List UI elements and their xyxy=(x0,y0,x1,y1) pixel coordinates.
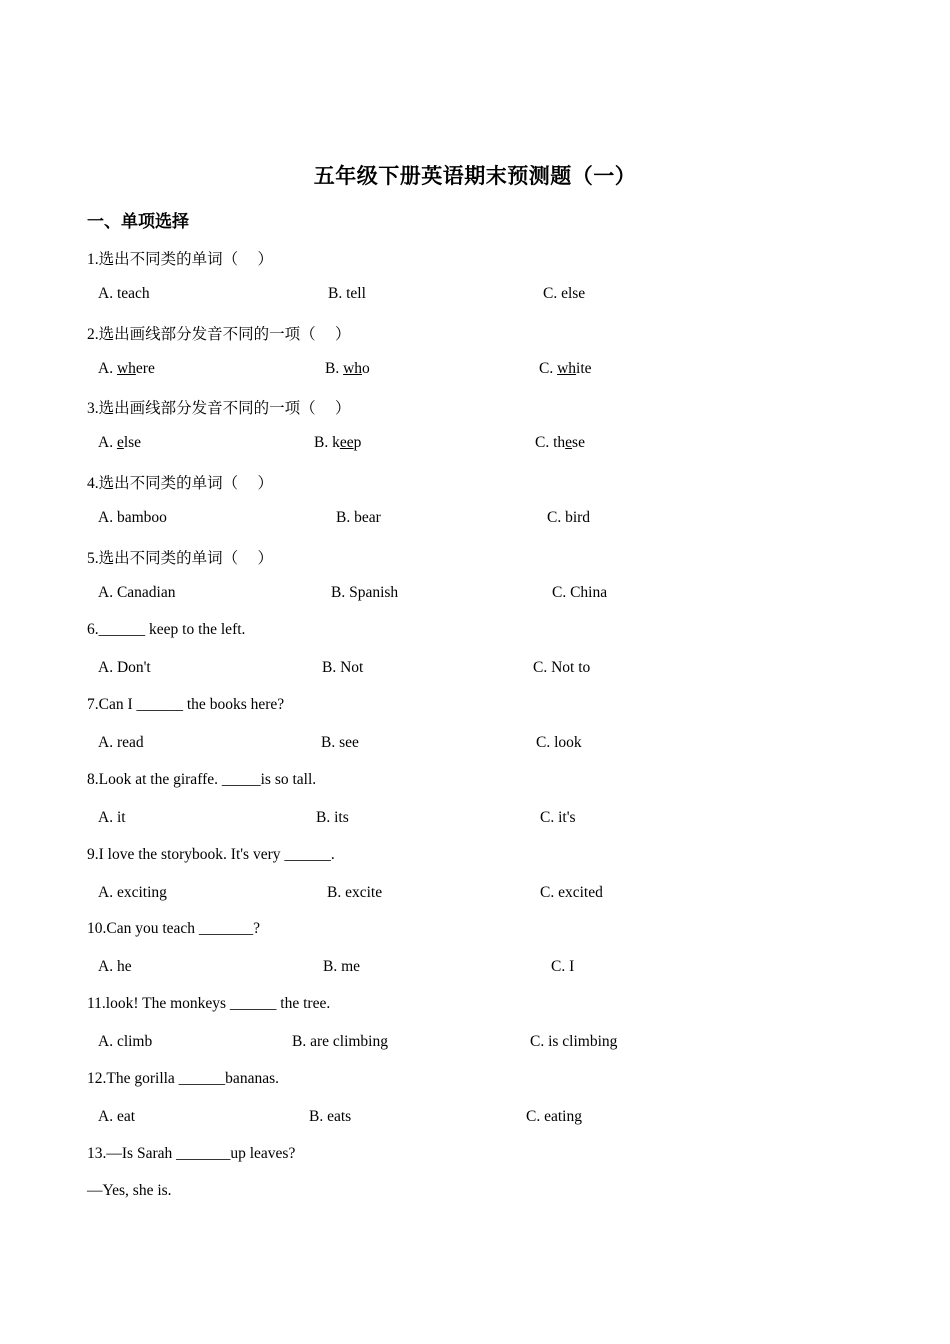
question-stem: 9.I love the storybook. It's very ______. xyxy=(87,846,335,863)
option-b: B. keep xyxy=(314,434,362,451)
option-a: A. teach xyxy=(98,285,150,302)
question-stem: 7.Can I ______ the books here? xyxy=(87,696,285,713)
option-a: A. else xyxy=(98,434,142,451)
question-stem: 2.选出画线部分发音不同的一项（ ） xyxy=(87,326,351,343)
option-a: A. he xyxy=(98,958,132,975)
option-b: B. who xyxy=(325,360,370,377)
option-c: C. white xyxy=(539,360,592,377)
option-a: A. it xyxy=(98,809,126,826)
question-stem: 6.______ keep to the left. xyxy=(87,621,246,638)
option-c: C. Not to xyxy=(533,659,591,676)
option-b: B. Spanish xyxy=(331,584,399,601)
option-a: A. Canadian xyxy=(98,584,176,601)
dialogue-answer-line: —Yes, she is. xyxy=(87,1182,172,1199)
section-heading: 一、单项选择 xyxy=(87,212,189,232)
option-c: C. look xyxy=(536,734,582,751)
option-b: B. tell xyxy=(328,285,366,302)
question-stem: 12.The gorilla ______bananas. xyxy=(87,1070,279,1087)
option-b: B. eats xyxy=(309,1108,352,1125)
option-a: A. climb xyxy=(98,1033,153,1050)
option-b: B. are climbing xyxy=(292,1033,388,1050)
option-a: A. bamboo xyxy=(98,509,167,526)
option-c: C. these xyxy=(535,434,585,451)
question-stem: 10.Can you teach _______? xyxy=(87,920,261,937)
option-c: C. it's xyxy=(540,809,576,826)
question-stem: 5.选出不同类的单词（ ） xyxy=(87,550,274,567)
option-c: C. China xyxy=(552,584,608,601)
option-b: B. bear xyxy=(336,509,381,526)
question-stem: 11.look! The monkeys ______ the tree. xyxy=(87,995,331,1012)
option-c: C. eating xyxy=(526,1108,582,1125)
option-b: B. me xyxy=(323,958,361,975)
question-stem: 8.Look at the giraffe. _____is so tall. xyxy=(87,771,317,788)
option-b: B. Not xyxy=(322,659,364,676)
option-a: A. Don't xyxy=(98,659,151,676)
question-stem: 3.选出画线部分发音不同的一项（ ） xyxy=(87,400,351,417)
option-a: A. eat xyxy=(98,1108,136,1125)
option-c: C. I xyxy=(551,958,575,975)
option-b: B. see xyxy=(321,734,359,751)
question-stem: 13.—Is Sarah _______up leaves? xyxy=(87,1145,296,1162)
option-a: A. where xyxy=(98,360,155,377)
option-c: C. else xyxy=(543,285,586,302)
document-title: 五年级下册英语期末预测题（一） xyxy=(313,163,637,188)
option-c: C. bird xyxy=(547,509,591,526)
option-c: C. excited xyxy=(540,884,603,901)
question-stem: 4.选出不同类的单词（ ） xyxy=(87,475,274,492)
option-c: C. is climbing xyxy=(530,1033,618,1050)
option-b: B. excite xyxy=(327,884,383,901)
option-a: A. read xyxy=(98,734,144,751)
question-stem: 1.选出不同类的单词（ ） xyxy=(87,251,274,268)
option-b: B. its xyxy=(316,809,349,826)
option-a: A. exciting xyxy=(98,884,167,901)
